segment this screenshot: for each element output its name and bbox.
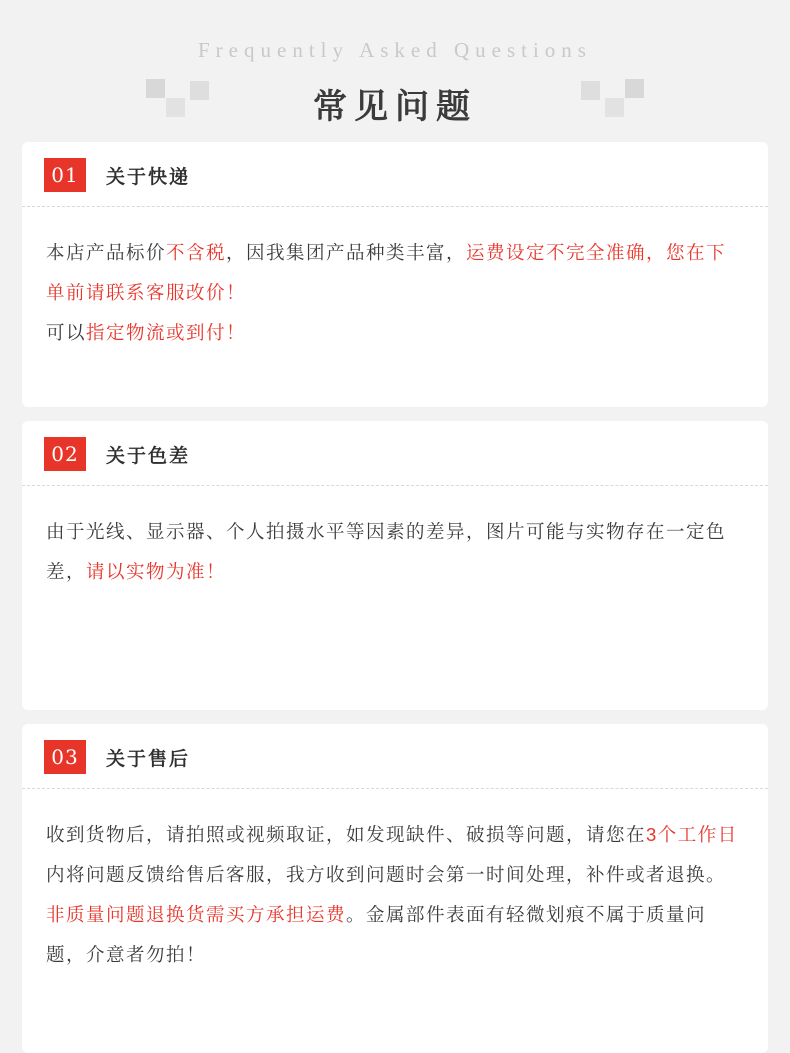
section-title: 关于售后	[106, 748, 191, 770]
body-text: 。金属部件表面有轻微划痕不属于质量问题，介意者勿拍！	[46, 904, 707, 965]
decoration-square	[190, 81, 209, 100]
faq-section-1-header	[22, 142, 768, 207]
decoration-square	[605, 98, 624, 117]
highlighted-text: 指定物流或到付！	[86, 322, 247, 343]
faq-section-3	[22, 724, 768, 1053]
highlighted-text: 请以实物为准！	[86, 561, 227, 582]
highlighted-text: 运费设定不完全准确，您在下单前请联系客服改价！	[46, 242, 727, 303]
paragraph	[46, 233, 744, 313]
body-text: 收到货物后，请拍照或视频取证，如发现缺件、破损等问题，请您在	[46, 824, 647, 845]
section-number-badge: 02	[44, 437, 86, 471]
page-header	[22, 0, 768, 142]
section-body	[22, 789, 768, 1053]
section-body	[22, 486, 768, 710]
page-title-chinese-wrap	[22, 79, 768, 128]
decoration-squares-right	[548, 79, 668, 119]
decoration-square	[146, 79, 165, 98]
faq-section-2	[22, 421, 768, 710]
section-number-badge: 03	[44, 740, 86, 774]
decoration-squares-left	[122, 79, 242, 119]
highlighted-text: 非质量问题退换货需买方承担运费	[46, 904, 347, 925]
section-title: 关于色差	[106, 445, 191, 467]
section-body	[22, 207, 768, 407]
section-title: 关于快递	[106, 166, 191, 188]
paragraph	[46, 313, 744, 353]
paragraph	[46, 815, 744, 975]
highlighted-text: 3个工作日	[646, 824, 738, 845]
decoration-square	[581, 81, 600, 100]
faq-section-3-header	[22, 724, 768, 789]
highlighted-text: 不含税	[166, 242, 227, 263]
faq-section-1	[22, 142, 768, 407]
section-number-badge: 01	[44, 158, 86, 192]
faq-section-2-header	[22, 421, 768, 486]
decoration-square	[625, 79, 644, 98]
page-title-chinese: 常见问题	[313, 87, 477, 127]
page-title-english: Frequently Asked Questions	[198, 38, 592, 62]
paragraph	[46, 512, 744, 592]
body-text: 内将问题反馈给售后客服，我方收到问题时会第一时间处理，补件或者退换。	[46, 864, 727, 885]
decoration-square	[166, 98, 185, 117]
body-text: 由于光线、显示器、个人拍摄水平等因素的差异，图片可能与实物存在一定色差，	[46, 521, 727, 582]
body-text: 本店产品标价	[46, 242, 167, 263]
body-text: ，因我集团产品种类丰富，	[226, 242, 467, 263]
body-text: 可以	[46, 322, 87, 343]
